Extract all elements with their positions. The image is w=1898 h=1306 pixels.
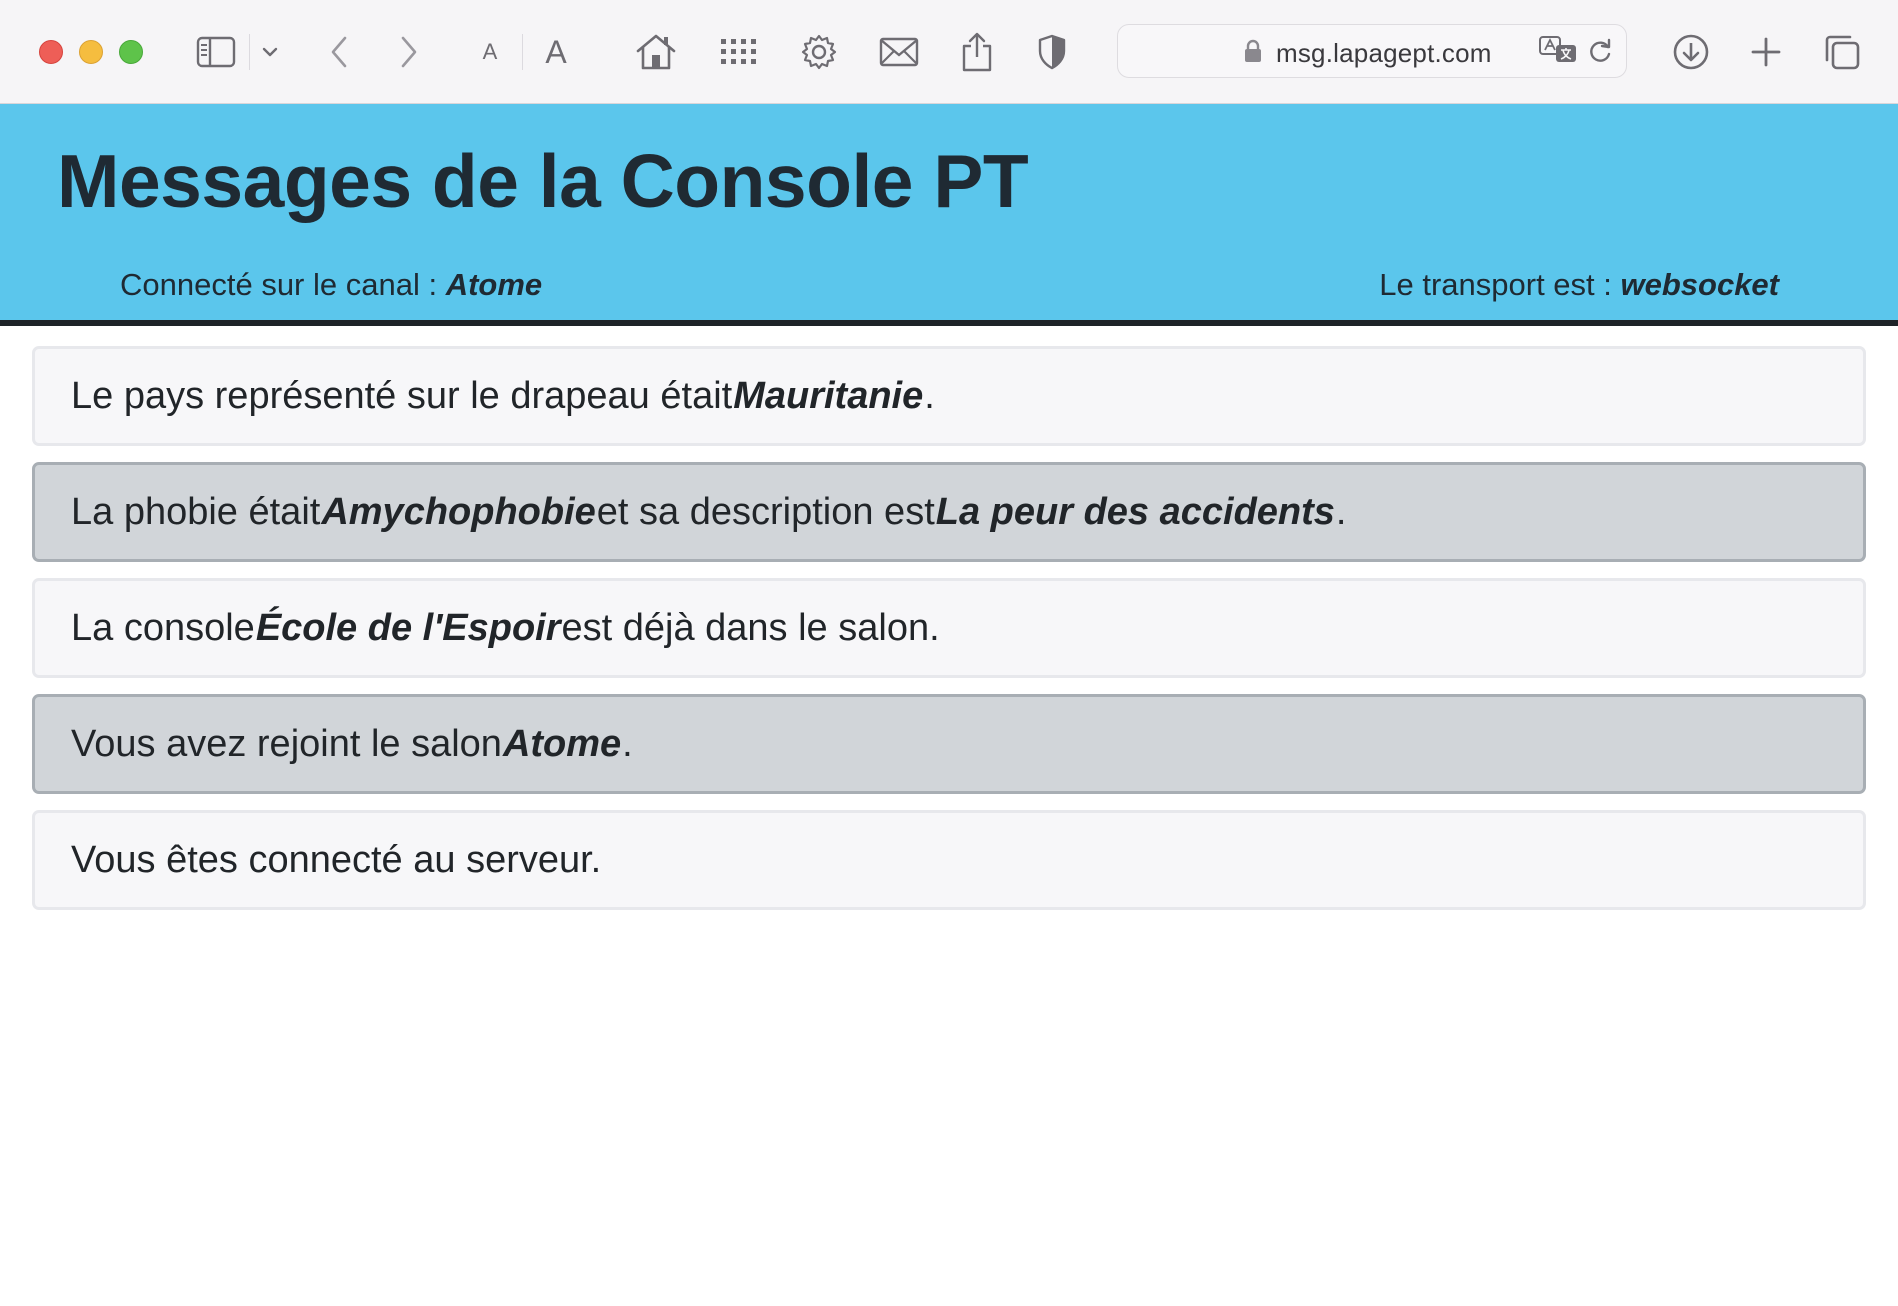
message-highlight: La peur des accidents [935,490,1335,533]
message-text: est déjà dans le salon. [561,606,940,649]
tab-overview-icon[interactable] [1822,28,1862,76]
translate-icon[interactable] [1538,35,1578,70]
browser-toolbar [0,0,1898,104]
transport-value: websocket [1620,267,1779,302]
message-item [32,694,1866,794]
message-item [32,810,1866,910]
text-smaller-button[interactable]: A [482,39,498,64]
message-text: La console [71,606,255,649]
sidebar-icon[interactable] [194,28,238,76]
grid-icon[interactable] [718,28,760,76]
home-icon[interactable] [634,28,678,76]
reload-icon[interactable] [1586,37,1614,70]
mail-icon[interactable] [876,28,922,76]
transport-label: Le transport est : [1379,267,1621,302]
message-list [32,346,1866,926]
chevron-down-icon[interactable] [258,28,282,76]
message-text: Le pays représenté sur le drapeau était [71,374,733,417]
message-item [32,346,1866,446]
message-text: . [1335,490,1347,533]
text-larger-button[interactable]: A [545,33,567,70]
share-icon[interactable] [958,28,996,76]
page-header [0,104,1898,326]
forward-icon[interactable] [392,28,426,76]
message-item [32,462,1866,562]
shield-icon[interactable] [1034,28,1070,76]
message-item [32,578,1866,678]
close-window-button[interactable] [39,40,63,64]
address-bar[interactable] [1117,24,1627,78]
channel-info [120,267,542,303]
download-icon[interactable] [1671,28,1711,76]
message-text: . [622,722,633,765]
message-text: . [924,374,935,417]
message-highlight: Mauritanie [733,374,924,417]
channel-value: Atome [445,267,543,302]
message-highlight: Amychophobie [321,490,596,533]
message-highlight: Atome [502,722,622,765]
gear-icon[interactable] [798,28,840,76]
lock-icon [1244,39,1262,68]
zoom-window-button[interactable] [119,40,143,64]
channel-label: Connecté sur le canal : [120,267,446,302]
minimize-window-button[interactable] [79,40,103,64]
new-tab-icon[interactable] [1748,28,1784,76]
message-text: Vous êtes connecté au serveur. [71,838,602,881]
back-icon[interactable] [322,28,356,76]
message-text: et sa description est [596,490,935,533]
transport-info [1379,267,1779,303]
page-title: Messages de la Console PT [57,139,1029,223]
message-highlight: École de l'Espoir [255,606,561,649]
url-text: msg.lapagept.com [1276,38,1492,68]
message-text: Vous avez rejoint le salon [71,722,502,765]
message-text: La phobie était [71,490,321,533]
